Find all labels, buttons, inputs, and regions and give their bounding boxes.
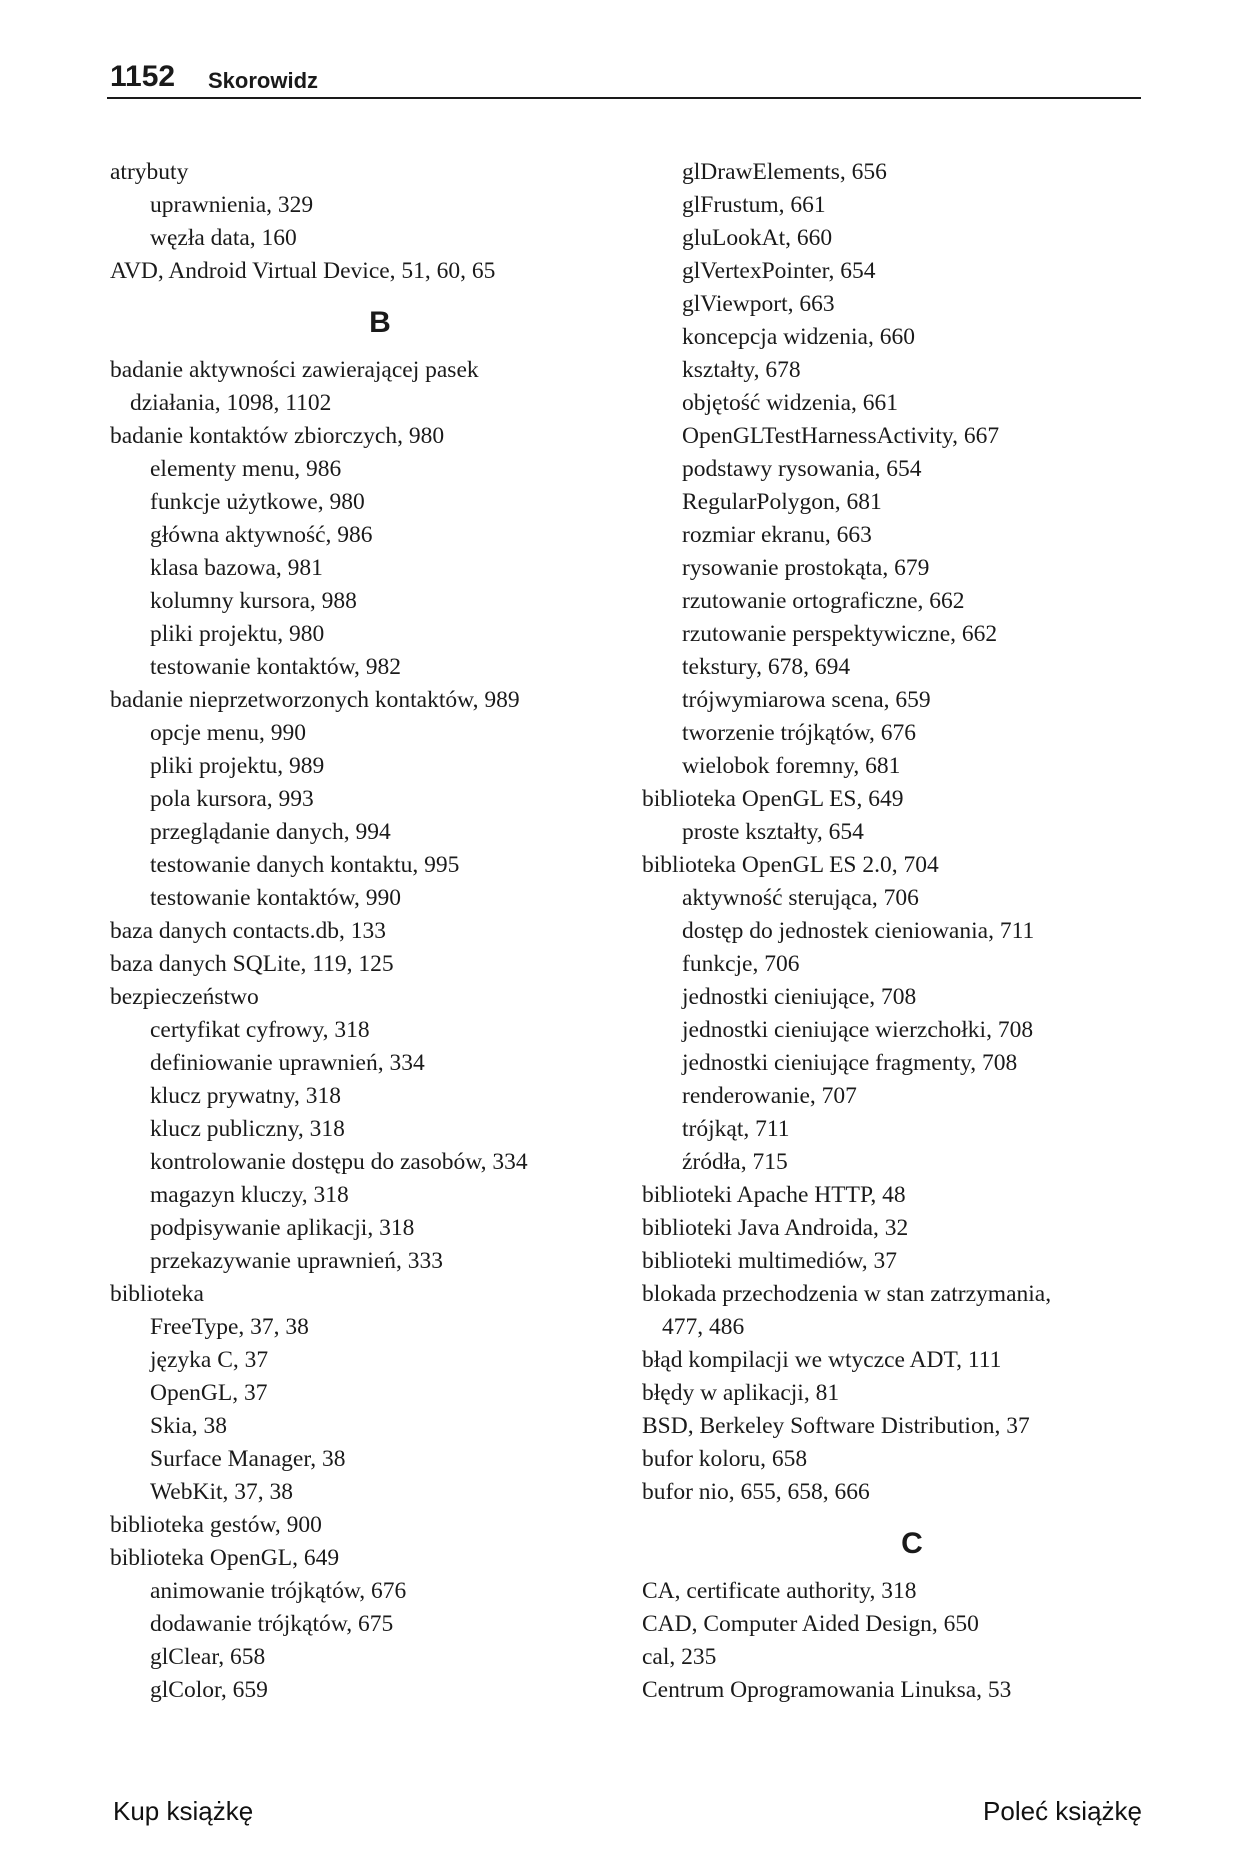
- index-subentry: węzła data, 160: [150, 225, 297, 251]
- index-subentry: kolumny kursora, 988: [150, 588, 357, 614]
- index-subentry: glViewport, 663: [682, 291, 835, 317]
- index-subentry: RegularPolygon, 681: [682, 489, 882, 515]
- index-entry: baza danych contacts.db, 133: [110, 918, 387, 944]
- index-entry: biblioteka gestów, 900: [110, 1512, 322, 1538]
- index-subentry: funkcje, 706: [682, 951, 800, 977]
- index-subentry: dostęp do jednostek cieniowania, 711: [682, 918, 1035, 944]
- index-subentry: kształty, 678: [682, 357, 801, 383]
- index-entry: BSD, Berkeley Software Distribution, 37: [642, 1413, 1030, 1439]
- index-subentry: testowanie kontaktów, 990: [150, 885, 402, 911]
- index-subentry: WebKit, 37, 38: [150, 1479, 294, 1505]
- index-subentry: FreeType, 37, 38: [150, 1314, 309, 1340]
- recommend-book-link[interactable]: Poleć książkę: [983, 1796, 1142, 1826]
- index-entry: biblioteka OpenGL ES, 649: [642, 786, 904, 812]
- index-subentry: renderowanie, 707: [682, 1083, 857, 1109]
- index-subentry: koncepcja widzenia, 660: [682, 324, 915, 350]
- index-entry: bufor koloru, 658: [642, 1446, 808, 1472]
- index-subentry: jednostki cieniujące fragmenty, 708: [682, 1050, 1018, 1076]
- index-subentry: przekazywanie uprawnień, 333: [150, 1248, 443, 1274]
- index-column-right: [642, 156, 1182, 1707]
- index-subentry: testowanie kontaktów, 982: [150, 654, 402, 680]
- index-entry: biblioteki Java Androida, 32: [642, 1215, 909, 1241]
- index-entry: 477, 486: [662, 1314, 745, 1340]
- index-entry: AVD, Android Virtual Device, 51, 60, 65: [110, 258, 496, 284]
- index-subentry: trójwymiarowa scena, 659: [682, 687, 931, 713]
- index-subentry: definiowanie uprawnień, 334: [150, 1050, 425, 1076]
- index-subentry: elementy menu, 986: [150, 456, 342, 482]
- index-entry: badanie aktywności zawierającej pasek: [110, 357, 479, 383]
- index-subentry: glDrawElements, 656: [682, 159, 887, 185]
- index-entry: błędy w aplikacji, 81: [642, 1380, 840, 1406]
- header-rule: [107, 97, 1141, 99]
- index-entry: CA, certificate authority, 318: [642, 1578, 917, 1604]
- section-title: Skorowidz: [208, 68, 319, 93]
- index-subentry: Skia, 38: [150, 1413, 228, 1439]
- index-entry: badanie nieprzetworzonych kontaktów, 989: [110, 687, 520, 713]
- index-subentry: przeglądanie danych, 994: [150, 819, 391, 845]
- index-entry: badanie kontaktów zbiorczych, 980: [110, 423, 445, 449]
- page-header: [110, 60, 1140, 98]
- index-subentry: glFrustum, 661: [682, 192, 826, 218]
- index-letter-heading: B: [369, 306, 391, 339]
- index-subentry: jednostki cieniujące wierzchołki, 708: [682, 1017, 1034, 1043]
- index-subentry: pola kursora, 993: [150, 786, 314, 812]
- index-subentry: podstawy rysowania, 654: [682, 456, 922, 482]
- index-subentry: objętość widzenia, 661: [682, 390, 899, 416]
- index-entry: biblioteka OpenGL, 649: [110, 1545, 340, 1571]
- index-subentry: funkcje użytkowe, 980: [150, 489, 365, 515]
- buy-book-link[interactable]: Kup książkę: [113, 1796, 254, 1826]
- index-subentry: magazyn kluczy, 318: [150, 1182, 349, 1208]
- index-entry: bufor nio, 655, 658, 666: [642, 1479, 870, 1505]
- index-subentry: tekstury, 678, 694: [682, 654, 851, 680]
- index-subentry: główna aktywność, 986: [150, 522, 373, 548]
- index-subentry: OpenGLTestHarnessActivity, 667: [682, 423, 1000, 449]
- index-subentry: tworzenie trójkątów, 676: [682, 720, 917, 746]
- index-subentry: języka C, 37: [150, 1347, 269, 1373]
- index-entry: blokada przechodzenia w stan zatrzymania,: [642, 1281, 1052, 1307]
- index-subentry: proste kształty, 654: [682, 819, 864, 845]
- index-subentry: pliki projektu, 989: [150, 753, 325, 779]
- index-subentry: testowanie danych kontaktu, 995: [150, 852, 460, 878]
- index-subentry: opcje menu, 990: [150, 720, 306, 746]
- index-subentry: klasa bazowa, 981: [150, 555, 323, 581]
- index-subentry: animowanie trójkątów, 676: [150, 1578, 407, 1604]
- index-subentry: glVertexPointer, 654: [682, 258, 876, 284]
- index-entry: cal, 235: [642, 1644, 717, 1670]
- index-subentry: OpenGL, 37: [150, 1380, 268, 1406]
- index-subentry: pliki projektu, 980: [150, 621, 325, 647]
- index-entry: biblioteki multimediów, 37: [642, 1248, 898, 1274]
- index-entry: biblioteki Apache HTTP, 48: [642, 1182, 906, 1208]
- index-entry: biblioteka: [110, 1281, 204, 1307]
- index-subentry: dodawanie trójkątów, 675: [150, 1611, 394, 1637]
- index-subentry: rzutowanie perspektywiczne, 662: [682, 621, 998, 647]
- index-subentry: glClear, 658: [150, 1644, 266, 1670]
- page-number: 1152: [110, 60, 176, 93]
- index-subentry: aktywność sterująca, 706: [682, 885, 919, 911]
- index-subentry: glColor, 659: [150, 1677, 268, 1703]
- index-entry: baza danych SQLite, 119, 125: [110, 951, 394, 977]
- index-entry: błąd kompilacji we wtyczce ADT, 111: [642, 1347, 1002, 1373]
- index-entry: Centrum Oprogramowania Linuksa, 53: [642, 1677, 1012, 1703]
- index-subentry: podpisywanie aplikacji, 318: [150, 1215, 415, 1241]
- index-subentry: Surface Manager, 38: [150, 1446, 346, 1472]
- index-subentry: uprawnienia, 329: [150, 192, 314, 218]
- index-entry: bezpieczeństwo: [110, 984, 259, 1010]
- index-column-left: [110, 156, 650, 1707]
- index-subentry: kontrolowanie dostępu do zasobów, 334: [150, 1149, 528, 1175]
- index-letter-heading: C: [901, 1527, 923, 1560]
- index-subentry: klucz prywatny, 318: [150, 1083, 341, 1109]
- index-subentry: jednostki cieniujące, 708: [682, 984, 917, 1010]
- index-entry: biblioteka OpenGL ES 2.0, 704: [642, 852, 939, 878]
- index-entry: atrybuty: [110, 159, 189, 185]
- index-subentry: rozmiar ekranu, 663: [682, 522, 872, 548]
- index-subentry: gluLookAt, 660: [682, 225, 833, 251]
- index-subentry: trójkąt, 711: [682, 1116, 790, 1142]
- index-entry: CAD, Computer Aided Design, 650: [642, 1611, 979, 1637]
- index-subentry: źródła, 715: [682, 1149, 788, 1175]
- index-subentry: wielobok foremny, 681: [682, 753, 901, 779]
- index-subentry: rzutowanie ortograficzne, 662: [682, 588, 965, 614]
- index-subentry: certyfikat cyfrowy, 318: [150, 1017, 370, 1043]
- index-entry: działania, 1098, 1102: [130, 390, 332, 416]
- index-subentry: klucz publiczny, 318: [150, 1116, 345, 1142]
- index-subentry: rysowanie prostokąta, 679: [682, 555, 930, 581]
